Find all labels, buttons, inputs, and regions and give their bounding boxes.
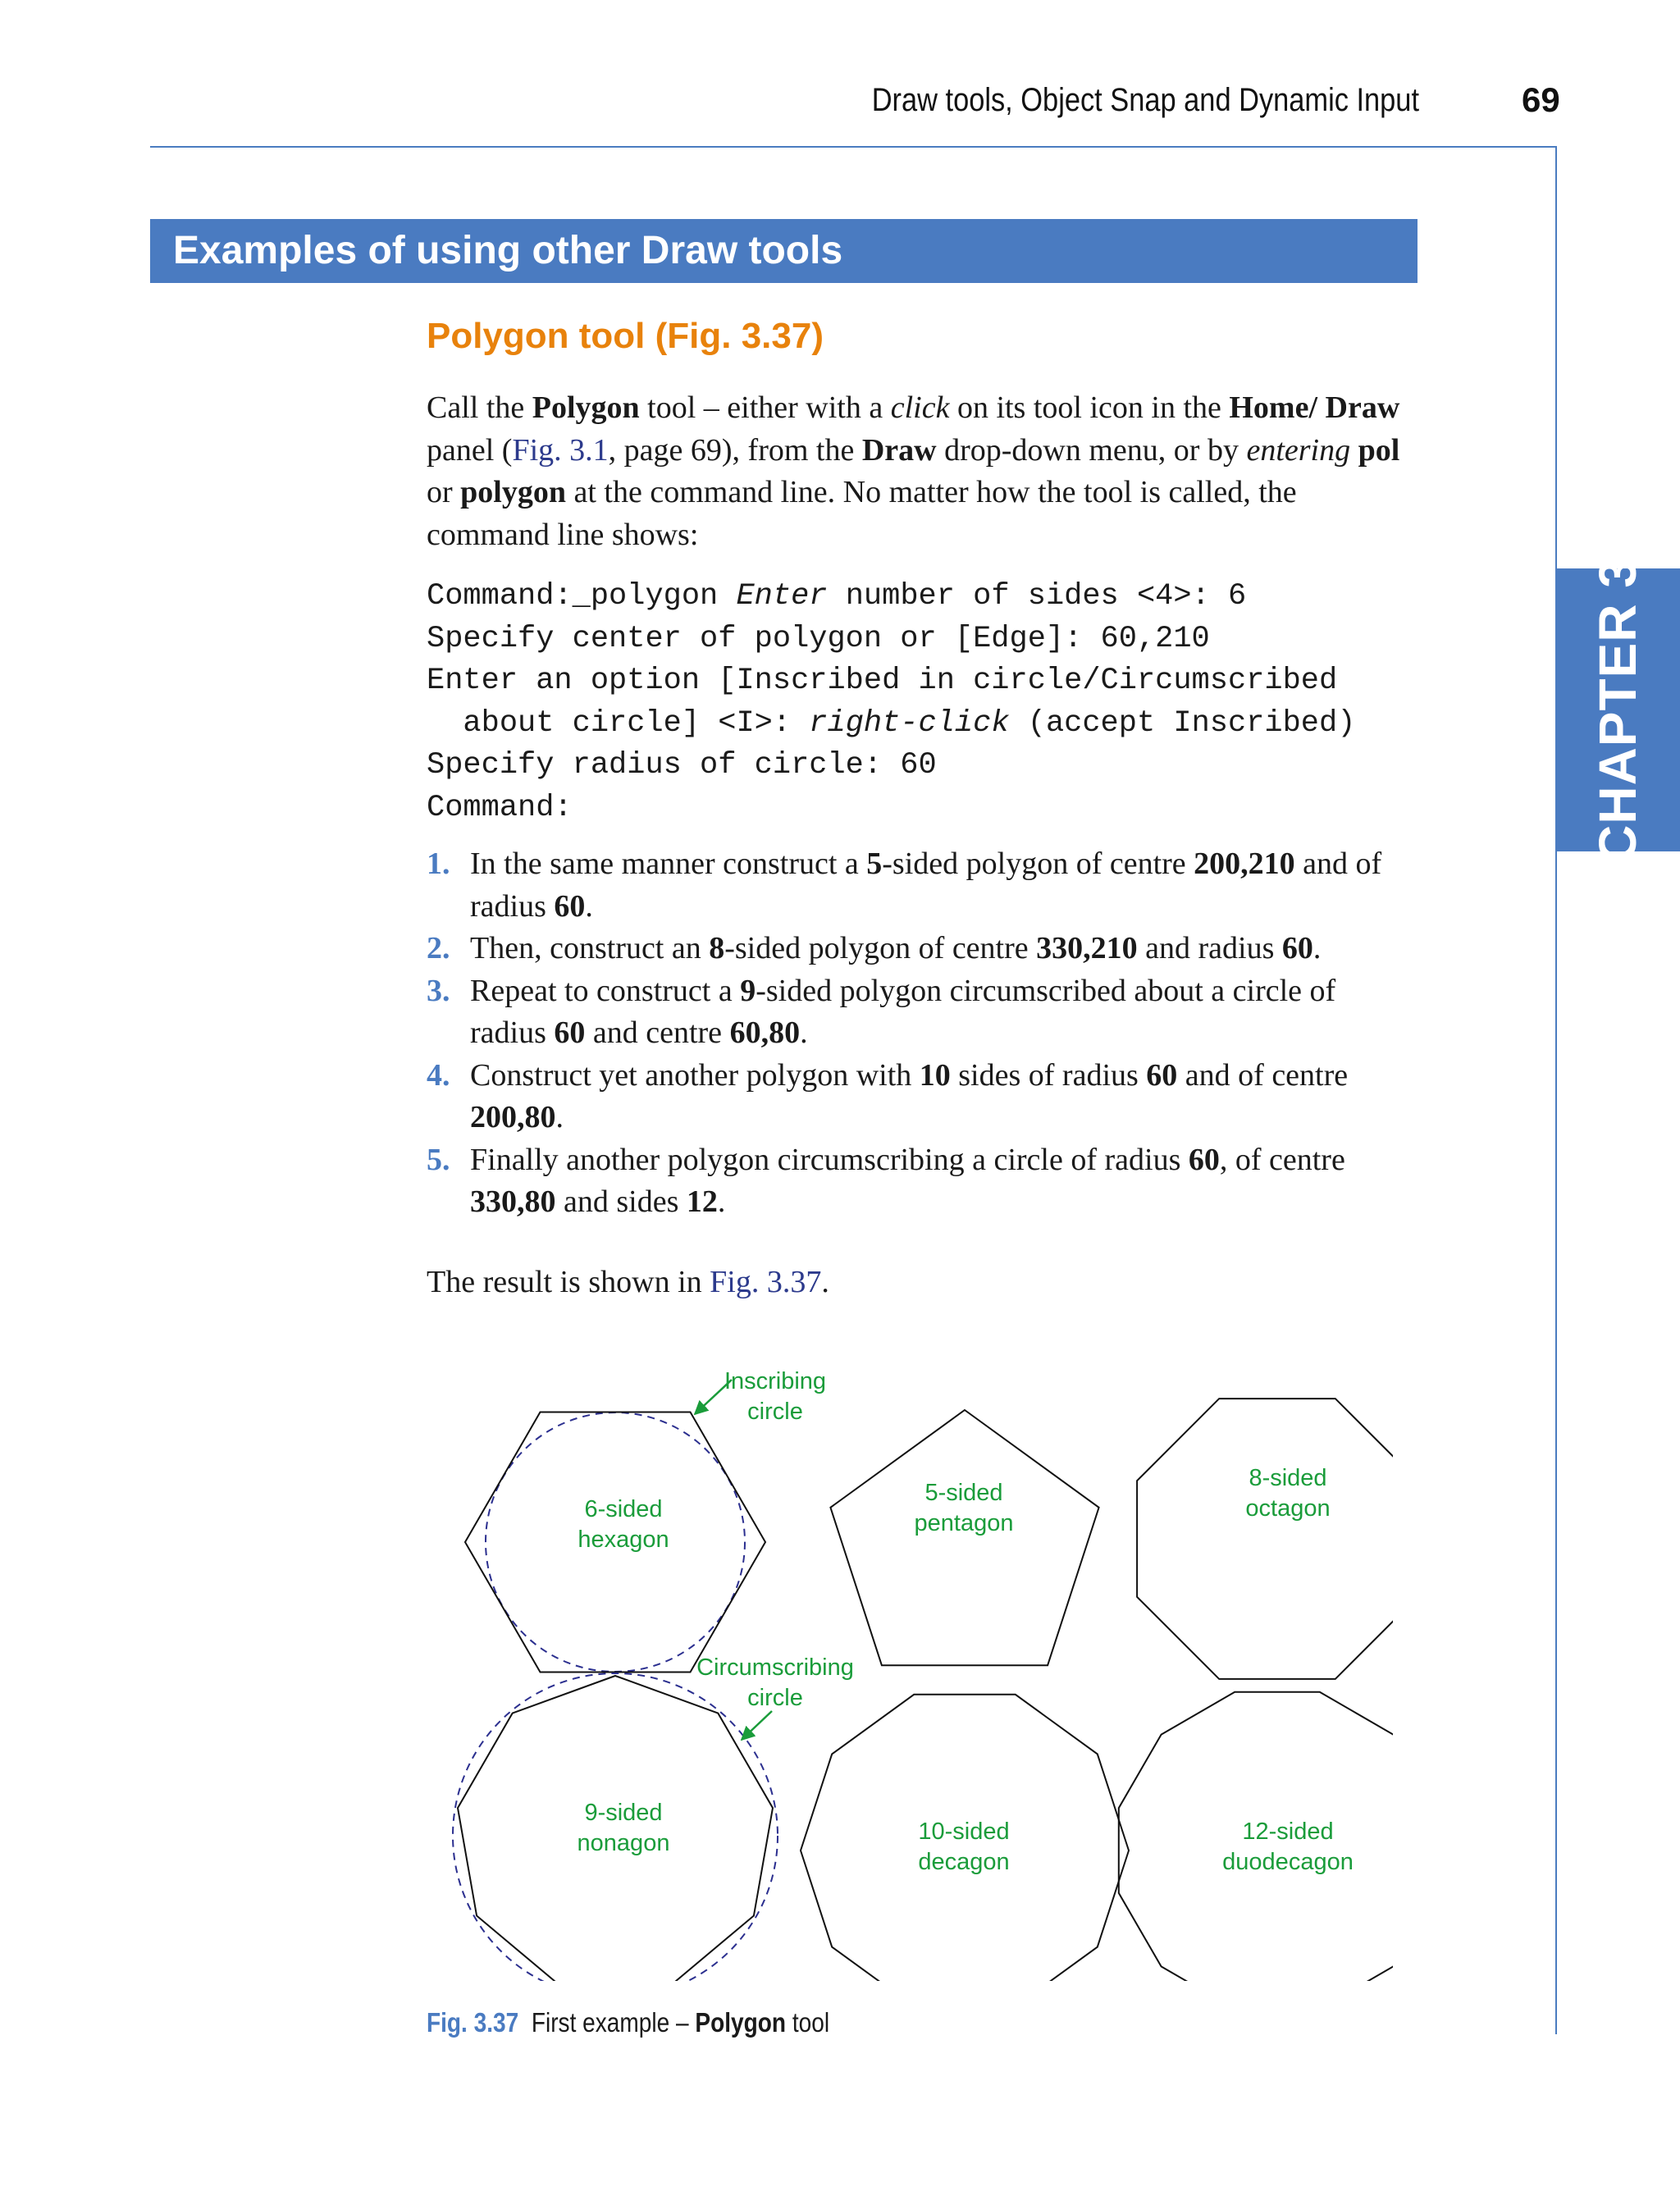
figure-reference-link[interactable]: Fig. 3.1	[512, 432, 609, 468]
command-line: Specify center of polygon or [Edge]: 60,210	[427, 621, 1210, 656]
command-line: Enter an option [Inscribed in circle/Circumscribed	[427, 664, 1338, 698]
page-number: 69	[1522, 80, 1560, 119]
octagon-label: 8-sided octagon	[1245, 1465, 1331, 1522]
list-item: 4. Construct yet another polygon with 10 sides of radius 60 and of centre 200,80.	[427, 1057, 1349, 1134]
figure-reference-link[interactable]: Fig. 3.37	[710, 1265, 822, 1299]
circumscribing-circle-label: Circumscribing circle	[696, 1654, 854, 1711]
figure-3-37	[443, 1345, 1403, 1981]
header-rule	[150, 146, 1557, 148]
list-item: 5. Finally another polygon circumscribing a circle of radius 60, of centre 330,80 and sides 12.	[427, 1142, 1345, 1219]
list-item: 2. Then, construct an 8-sided polygon of centre 330,210 and radius 60.	[427, 931, 1322, 965]
command-line: about circle] <I>: right-click (accept Inscribed)	[427, 705, 1356, 741]
octagon	[1137, 1399, 1403, 1679]
running-head: Draw tools, Object Snap and Dynamic Input	[871, 82, 1419, 118]
command-line: Command:_polygon Enter number of sides <4>: 6	[427, 579, 1247, 614]
margin-rule	[1555, 146, 1557, 2034]
figure-caption: Fig. 3.37 First example – Polygon tool	[427, 2007, 830, 2038]
nonagon-label: 9-sided nonagon	[577, 1800, 670, 1856]
section-banner: Examples of using other Draw tools	[150, 219, 1418, 283]
duodecagon-label: 12-sided duodecagon	[1222, 1819, 1354, 1875]
decagon-label: 10-sided decagon	[918, 1819, 1010, 1875]
circumscribing-leader-arrow	[742, 1711, 772, 1740]
pentagon-label: 5-sided pentagon	[914, 1480, 1014, 1536]
hexagon-label: 6-sided hexagon	[578, 1496, 669, 1553]
chapter-tab-label: CHAPTER 3	[1588, 557, 1647, 863]
steps-list	[427, 843, 1419, 1224]
chapter-tab	[1555, 557, 1680, 863]
command-listing	[427, 576, 1493, 829]
polygon-drawing	[443, 1345, 1403, 1981]
result-paragraph: The result is shown in Fig. 3.37.	[427, 1265, 829, 1299]
list-item: 3. Repeat to construct a 9-sided polygon circumscribed about a circle of radius 60 and centre 60,80.	[427, 973, 1336, 1050]
command-line: Specify radius of circle: 60	[427, 748, 937, 783]
command-line: Command:	[427, 790, 573, 825]
intro-paragraph: Call the Polygon tool – either with a click on its tool icon in the Home/ Draw panel (Fig. 3.1, page 69), from the Draw drop-down menu, or by entering pol or polygon at the command line. No matter how the tool is called, the command line shows:	[427, 390, 1400, 552]
inscribing-circle-label: Inscribing circle	[724, 1368, 827, 1425]
subsection-heading: Polygon tool (Fig. 3.37)	[427, 316, 824, 356]
list-item: 1. In the same manner construct a 5-sided polygon of centre 200,210 and of radius 60.	[427, 847, 1382, 924]
